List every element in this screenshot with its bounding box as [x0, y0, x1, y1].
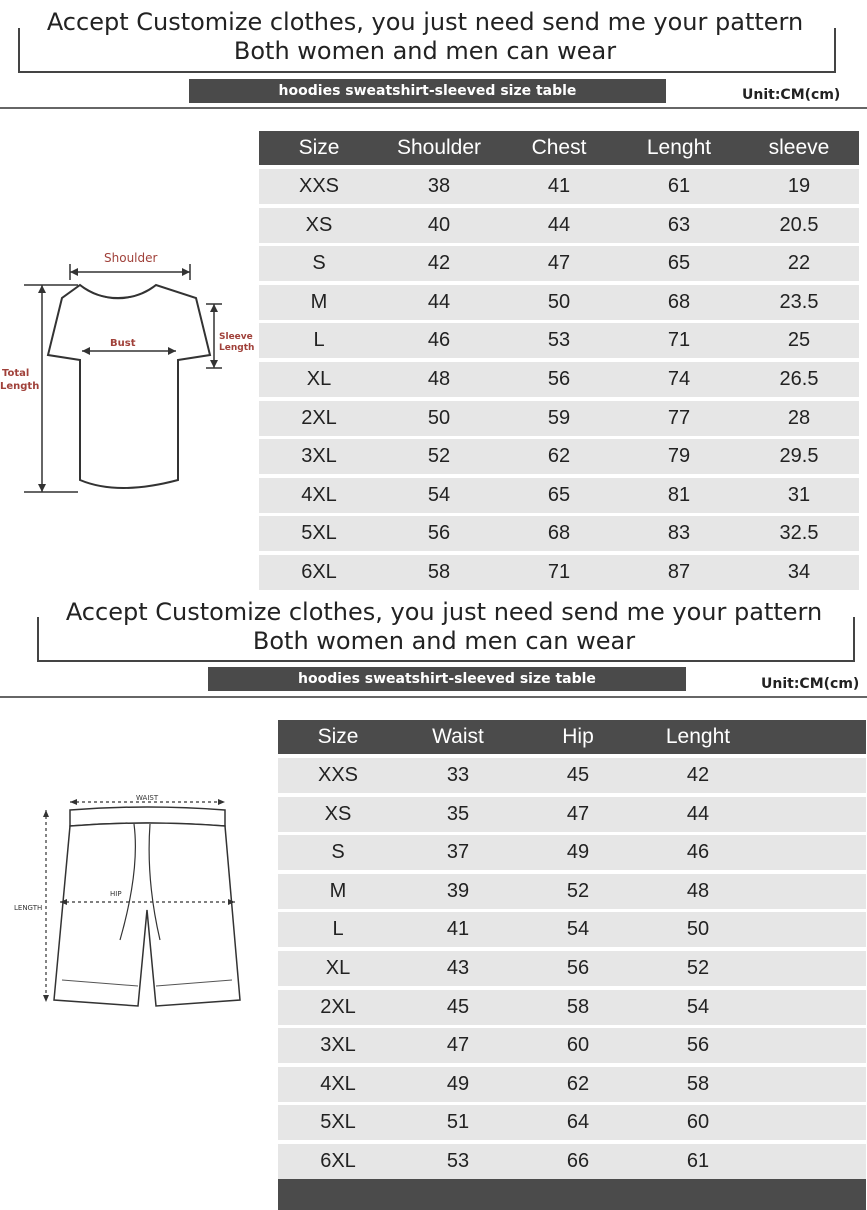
- measurement-cell: 71: [547, 561, 571, 583]
- measurement-cell: 62: [566, 1072, 590, 1095]
- measurement-cell: 71: [667, 329, 691, 352]
- measurement-cell: 52: [566, 879, 590, 902]
- header-hip: Hip: [562, 725, 594, 748]
- measurement-cell: 79: [667, 445, 691, 468]
- measurement-cell: 60: [686, 1111, 710, 1134]
- measurement-cell: 60: [566, 1034, 590, 1057]
- measurement-cell: 87: [667, 561, 691, 583]
- waist-label: WAIST: [136, 794, 159, 802]
- measurement-cell: 41: [547, 175, 571, 197]
- section-divider: [0, 696, 867, 698]
- measurement-cell: 56: [427, 522, 451, 545]
- measurement-cell: 56: [686, 1034, 710, 1057]
- measurement-cell: 51: [446, 1111, 470, 1134]
- shoulder-label: Shoulder: [104, 251, 158, 265]
- measurement-cell: 46: [686, 841, 710, 864]
- measurement-cell: 44: [547, 213, 571, 236]
- measurement-cell: 38: [427, 175, 451, 197]
- table-row: [278, 797, 866, 832]
- table-row: [278, 912, 866, 947]
- size-cell: M: [329, 879, 347, 902]
- header-shoulder: Shoulder: [396, 136, 482, 159]
- measurement-cell: 52: [686, 957, 710, 979]
- size-cell: 6XL: [301, 561, 337, 583]
- section-divider: [0, 107, 867, 109]
- measurement-cell: 44: [427, 290, 451, 313]
- total-length-label-2: Length: [0, 381, 40, 392]
- measurement-cell: 50: [686, 918, 710, 941]
- table-row: [259, 439, 859, 474]
- heading-line-1: Accept Customize clothes, you just need send me your pattern: [65, 598, 823, 626]
- table-row: [259, 285, 859, 320]
- tshirt-icon: [0, 240, 258, 500]
- table-row: [259, 169, 859, 204]
- shorts-measurement-diagram: [10, 790, 260, 1020]
- size-cell: XL: [325, 957, 351, 979]
- heading-line-1: Accept Customize clothes, you just need send me your pattern: [46, 8, 804, 36]
- total-length-label-1: Total: [2, 368, 30, 379]
- measurement-cell: 47: [547, 252, 571, 275]
- heading-line-2: Both women and men can wear: [252, 627, 636, 655]
- length-label: LENGTH: [14, 904, 43, 912]
- measurement-cell: 44: [686, 802, 710, 825]
- measurement-cell: 53: [547, 329, 571, 352]
- measurement-cell: 33: [446, 764, 470, 786]
- measurement-cell: 31: [787, 483, 811, 506]
- size-cell: XL: [306, 368, 332, 390]
- size-cell: L: [313, 329, 325, 352]
- measurement-cell: 59: [547, 406, 571, 429]
- measurement-cell: 81: [667, 483, 691, 506]
- measurement-cell: 58: [427, 561, 451, 583]
- header-length: Lenght: [646, 136, 712, 159]
- measurement-cell: 25: [787, 329, 811, 352]
- measurement-cell: 54: [427, 483, 451, 506]
- measurement-cell: 46: [427, 329, 451, 352]
- measurement-cell: 34: [787, 561, 811, 583]
- size-cell: 5XL: [320, 1111, 356, 1134]
- measurement-cell: 32.5: [779, 522, 819, 545]
- size-cell: 6XL: [320, 1150, 356, 1172]
- measurement-cell: 41: [446, 918, 470, 941]
- size-cell: 2XL: [320, 995, 356, 1018]
- measurement-cell: 23.5: [779, 290, 819, 313]
- measurement-cell: 42: [686, 764, 710, 786]
- measurement-cell: 83: [667, 522, 691, 545]
- measurement-cell: 63: [667, 213, 691, 236]
- measurement-cell: 50: [547, 290, 571, 313]
- measurement-cell: 20.5: [779, 213, 819, 236]
- measurement-cell: 52: [427, 445, 451, 468]
- heading-line-2: Both women and men can wear: [233, 37, 617, 65]
- size-cell: S: [312, 252, 326, 275]
- header-sleeve: sleeve: [768, 136, 830, 159]
- size-cell: 3XL: [301, 445, 337, 468]
- tshirt-measurement-diagram: [0, 240, 258, 500]
- table-row: [259, 362, 859, 397]
- measurement-cell: 61: [686, 1150, 710, 1172]
- header-length: Lenght: [665, 725, 731, 748]
- size-table-banner: hoodies sweatshirt-sleeved size table: [208, 667, 686, 691]
- hoodie-size-section: [0, 0, 867, 590]
- sleeve-label-1: Sleeve: [219, 332, 253, 342]
- unit-label: Unit:CM(cm): [761, 676, 860, 692]
- table-row: [259, 208, 859, 243]
- bust-label: Bust: [110, 338, 136, 349]
- measurement-cell: 53: [446, 1150, 470, 1172]
- measurement-cell: 22: [787, 252, 811, 275]
- measurement-cell: 64: [566, 1111, 590, 1134]
- shorts-size-table: [278, 720, 866, 1210]
- measurement-cell: 77: [667, 406, 691, 429]
- measurement-cell: 49: [446, 1072, 470, 1095]
- measurement-cell: 61: [667, 175, 691, 197]
- measurement-cell: 49: [566, 841, 590, 864]
- measurement-cell: 42: [427, 252, 451, 275]
- measurement-cell: 58: [686, 1072, 710, 1095]
- table-row: [259, 516, 859, 551]
- size-table-banner: hoodies sweatshirt-sleeved size table: [189, 79, 666, 103]
- size-cell: 5XL: [301, 522, 337, 545]
- header-size: Size: [317, 725, 359, 748]
- header-waist: Waist: [432, 725, 484, 748]
- table-row: [278, 1028, 866, 1063]
- table-row: [259, 401, 859, 436]
- measurement-cell: 47: [566, 802, 590, 825]
- measurement-cell: 29.5: [779, 445, 819, 468]
- sleeve-label-2: Length: [219, 343, 255, 353]
- shorts-size-section: [0, 595, 867, 1210]
- table-row: [259, 555, 859, 590]
- measurement-cell: 66: [566, 1150, 590, 1172]
- table-row: [278, 1144, 866, 1179]
- table-row: [278, 1067, 866, 1102]
- size-cell: XXS: [298, 175, 340, 197]
- unit-label: Unit:CM(cm): [742, 87, 841, 103]
- measurement-cell: 40: [427, 213, 451, 236]
- table-row: [278, 835, 866, 870]
- table-footer-bar: [278, 1177, 866, 1210]
- table-row: [278, 951, 866, 986]
- table-row: [259, 478, 859, 513]
- measurement-cell: 62: [547, 445, 571, 468]
- measurement-cell: 45: [566, 764, 590, 786]
- measurement-cell: 26.5: [779, 368, 819, 390]
- size-cell: M: [310, 290, 328, 313]
- measurement-cell: 54: [686, 995, 710, 1018]
- measurement-cell: 43: [446, 957, 470, 979]
- measurement-cell: 35: [446, 802, 470, 825]
- measurement-cell: 28: [787, 406, 811, 429]
- measurement-cell: 54: [566, 918, 590, 941]
- measurement-cell: 56: [547, 368, 571, 390]
- measurement-cell: 39: [446, 879, 470, 902]
- table-header-row: [259, 131, 859, 165]
- measurement-cell: 48: [686, 879, 710, 902]
- table-header-row: [278, 720, 866, 754]
- measurement-cell: 58: [566, 995, 590, 1018]
- table-row: [259, 246, 859, 281]
- measurement-cell: 50: [427, 406, 451, 429]
- measurement-cell: 47: [446, 1034, 470, 1057]
- measurement-cell: 19: [787, 175, 811, 197]
- table-row: [259, 323, 859, 358]
- measurement-cell: 68: [667, 290, 691, 313]
- size-cell: L: [332, 918, 344, 941]
- table-row: [278, 758, 866, 793]
- measurement-cell: 37: [446, 841, 470, 864]
- table-row: [278, 990, 866, 1025]
- size-cell: 2XL: [301, 406, 337, 429]
- measurement-cell: 65: [547, 483, 571, 506]
- measurement-cell: 45: [446, 995, 470, 1018]
- measurement-cell: 65: [667, 252, 691, 275]
- header-size: Size: [298, 136, 340, 159]
- table-row: [278, 1105, 866, 1140]
- measurement-cell: 68: [547, 522, 571, 545]
- size-cell: 3XL: [320, 1034, 356, 1057]
- shorts-icon: [10, 790, 260, 1020]
- size-cell: 4XL: [320, 1072, 356, 1095]
- hip-label: HIP: [110, 890, 122, 898]
- table-row: [278, 874, 866, 909]
- header-chest: Chest: [531, 136, 587, 159]
- measurement-cell: 48: [427, 368, 451, 390]
- size-cell: XS: [305, 213, 333, 236]
- measurement-cell: 56: [566, 957, 590, 979]
- measurement-cell: 74: [667, 368, 691, 390]
- size-cell: XXS: [317, 764, 359, 786]
- size-cell: XS: [324, 802, 352, 825]
- hoodie-size-table: [259, 131, 859, 587]
- size-cell: S: [331, 841, 345, 864]
- size-cell: 4XL: [301, 483, 337, 506]
